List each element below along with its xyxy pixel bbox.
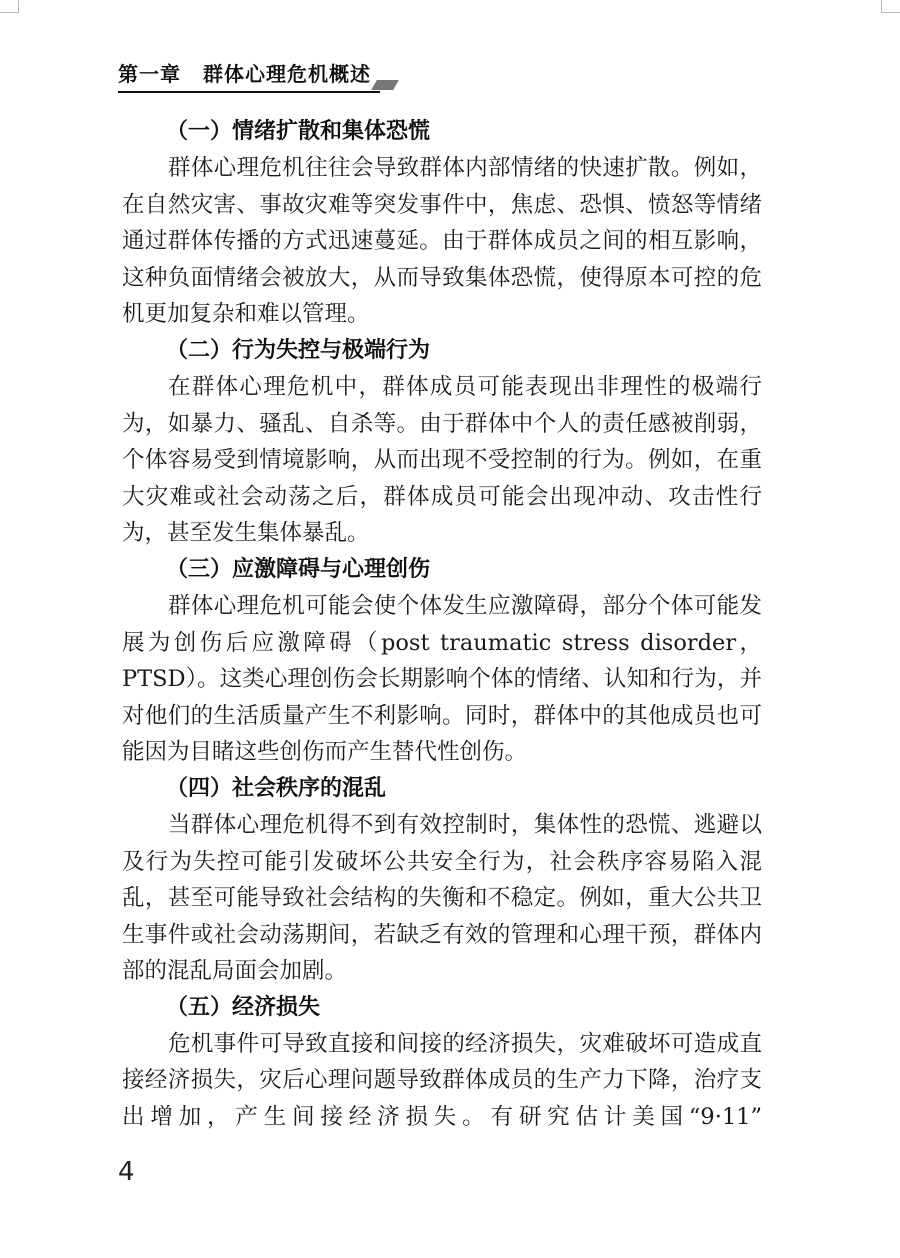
running-header bbox=[118, 58, 390, 88]
header-text bbox=[118, 58, 371, 87]
section-paragraph: 群体心理危机可能会使个体发生应激障碍，部分个体可能发展为创伤后应激障碍（post traumatic stress disorder，PTSD）。这类心理创伤会长期影响个体的情绪、认知和行为，并对他们的生活质量产生不利影响。同时，群体中的其他成员也可能因为目睹这些创伤而产生替代性创伤。 bbox=[122, 592, 762, 766]
section-paragraph: 在群体心理危机中，群体成员可能表现出非理性的极端行为，如暴力、骚乱、自杀等。由于群体中个人的责任感被削弱，个体容易受到情境影响，从而出现不受控制的行为。例如，在重大灾难或社会动荡之后，群体成员可能会出现冲动、攻击性行为，甚至发生集体暴乱。 bbox=[122, 373, 762, 547]
chapter-label: 第一章 bbox=[118, 62, 181, 86]
section-heading: （一）情绪扩散和集体恐慌 bbox=[166, 119, 431, 144]
section-heading: （三）应激障碍与心理创伤 bbox=[166, 556, 431, 582]
header-tab-decoration bbox=[371, 80, 399, 90]
section-heading: （二）行为失控与极端行为 bbox=[166, 337, 431, 363]
page-number: 4 bbox=[118, 1157, 135, 1187]
page-body bbox=[122, 114, 762, 1136]
crop-mark-right bbox=[881, 0, 900, 13]
section-heading: （四）社会秩序的混乱 bbox=[166, 775, 387, 801]
section-paragraph: 危机事件可导致直接和间接的经济损失，灾难破坏可造成直接经济损失，灾后心理问题导致群体成员的生产力下降，治疗支出增加，产生间接经济损失。有研究估计美国“9·11” bbox=[122, 1030, 762, 1131]
section-paragraph: 群体心理危机往往会导致群体内部情绪的快速扩散。例如，在自然灾害、事故灾难等突发事件中，焦虑、恐惧、愤怒等情绪通过群体传播的方式迅速蔓延。由于群体成员之间的相互影响，这种负面情绪会被放大，从而导致集体恐慌，使得原本可控的危机更加复杂和难以管理。 bbox=[122, 155, 762, 328]
section-heading: （五）经济损失 bbox=[166, 994, 321, 1020]
crop-mark-left bbox=[0, 0, 19, 13]
section-paragraph: 当群体心理危机得不到有效控制时，集体性的恐慌、逃避以及行为失控可能引发破坏公共安全行为，社会秩序容易陷入混乱，甚至可能导致社会结构的失衡和不稳定。例如，重大公共卫生事件或社会动荡期间，若缺乏有效的管理和心理干预，群体内部的混乱局面会加剧。 bbox=[122, 811, 762, 985]
chapter-title: 群体心理危机概述 bbox=[203, 62, 371, 86]
header-rule bbox=[118, 91, 380, 93]
